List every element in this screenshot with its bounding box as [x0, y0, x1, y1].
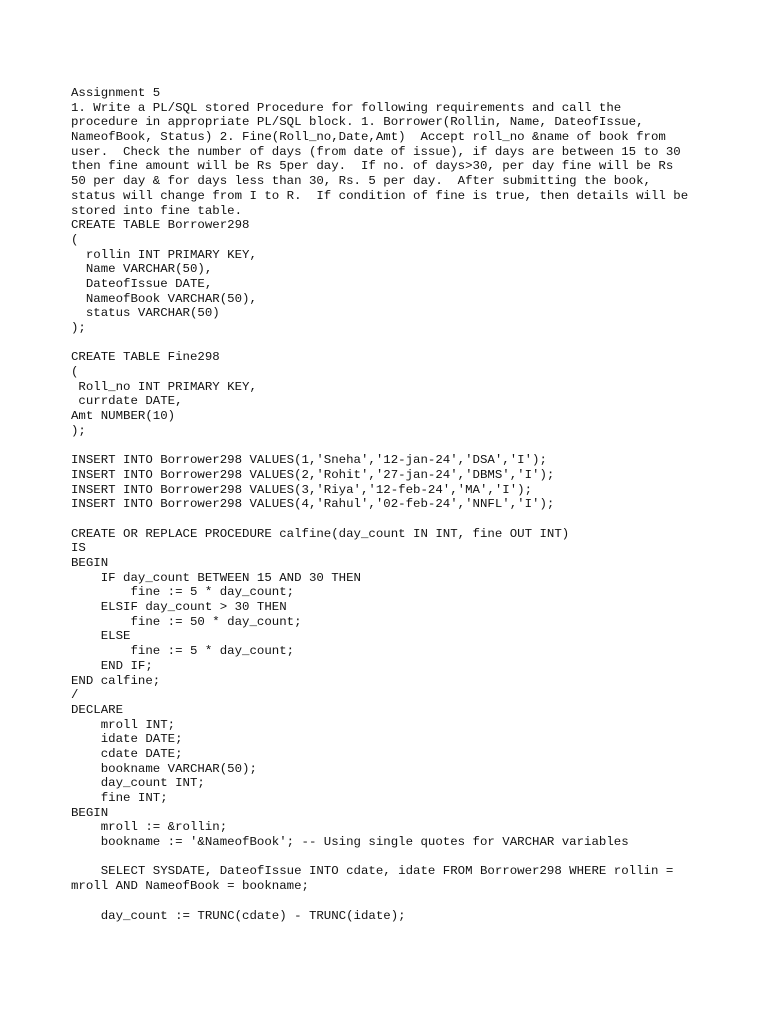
text-line: /: [71, 688, 79, 703]
text-line: [71, 850, 711, 865]
text-line: [71, 894, 711, 909]
text-line: (: [71, 232, 79, 247]
document-page: [71, 86, 711, 923]
text-line: BEGIN: [71, 556, 109, 570]
text-line: Roll_no INT PRIMARY KEY,: [71, 379, 257, 394]
text-line: [71, 336, 711, 351]
text-line: mroll := &rollin;: [71, 820, 228, 835]
text-line: END IF;: [71, 658, 153, 673]
text-line: INSERT INTO Borrower298 VALUES(1,'Sneha','12-jan-24','DSA','I');: [71, 453, 547, 468]
text-line: idate DATE;: [71, 732, 183, 747]
text-line: CREATE OR REPLACE PROCEDURE calfine(day_count IN INT, fine OUT INT): [71, 526, 570, 541]
text-line: DECLARE: [71, 702, 124, 717]
text-line: IF day_count BETWEEN 15 AND 30 THEN: [71, 570, 361, 585]
text-line: fine INT;: [71, 791, 168, 805]
text-line: mroll AND NameofBook = bookname;: [71, 879, 309, 894]
text-line: Assignment 5: [71, 86, 161, 100]
text-line: );: [71, 321, 86, 335]
text-line: procedure in appropriate PL/SQL block. 1. Borrower(Rollin, Name, DateofIssue,: [71, 115, 644, 130]
text-line: currdate DATE,: [71, 394, 183, 409]
text-line: status will change from I to R. If condition of fine is true, then details will be: [71, 188, 689, 203]
text-line: IS: [71, 541, 86, 556]
text-line: mroll INT;: [71, 717, 176, 732]
text-line: SELECT SYSDATE, DateofIssue INTO cdate, idate FROM Borrower298 WHERE rollin =: [71, 864, 674, 879]
text-line: Amt NUMBER(10): [71, 409, 176, 424]
text-line: [71, 439, 711, 454]
text-line: then fine amount will be Rs 5per day. If no. of days>30, per day fine will be Rs: [71, 159, 674, 174]
text-line: NameofBook, Status) 2. Fine(Roll_no,Date,Amt) Accept roll_no &name of book from: [71, 130, 666, 145]
text-line: user. Check the number of days (from date of issue), if days are between 15 to 30: [71, 144, 681, 159]
text-line: Name VARCHAR(50),: [71, 262, 213, 277]
text-line: DateofIssue DATE,: [71, 276, 213, 291]
text-line: INSERT INTO Borrower298 VALUES(4,'Rahul','02-feb-24','NNFL','I');: [71, 497, 555, 512]
text-line: );: [71, 423, 86, 438]
text-line: day_count INT;: [71, 776, 205, 791]
text-line: 1. Write a PL/SQL stored Procedure for following requirements and call the: [71, 100, 622, 115]
text-line: rollin INT PRIMARY KEY,: [71, 247, 257, 262]
text-line: ELSIF day_count > 30 THEN: [71, 600, 287, 615]
text-line: (: [71, 365, 79, 380]
text-line: INSERT INTO Borrower298 VALUES(2,'Rohit','27-jan-24','DBMS','I');: [71, 467, 555, 482]
text-line: bookname VARCHAR(50);: [71, 761, 257, 776]
text-line: 50 per day & for days less than 30, Rs. 5 per day. After submitting the book,: [71, 174, 651, 189]
text-line: INSERT INTO Borrower298 VALUES(3,'Riya','12-feb-24','MA','I');: [71, 482, 533, 497]
text-line: fine := 50 * day_count;: [71, 614, 302, 629]
text-line: stored into fine table.: [71, 203, 243, 218]
text-line: bookname := '&NameofBook'; -- Using single quotes for VARCHAR variables: [71, 835, 629, 850]
text-line: fine := 5 * day_count;: [71, 585, 295, 600]
text-line: fine := 5 * day_count;: [71, 644, 295, 659]
text-line: day_count := TRUNC(cdate) - TRUNC(idate);: [71, 908, 406, 923]
text-line: NameofBook VARCHAR(50),: [71, 291, 257, 306]
text-line: CREATE TABLE Borrower298: [71, 218, 250, 233]
text-line: status VARCHAR(50): [71, 306, 220, 321]
text-line: ELSE: [71, 629, 131, 644]
text-line: END calfine;: [71, 673, 161, 688]
text-line: CREATE TABLE Fine298: [71, 350, 220, 365]
text-line: cdate DATE;: [71, 746, 183, 761]
text-line: [71, 512, 711, 527]
text-line: BEGIN: [71, 805, 109, 820]
